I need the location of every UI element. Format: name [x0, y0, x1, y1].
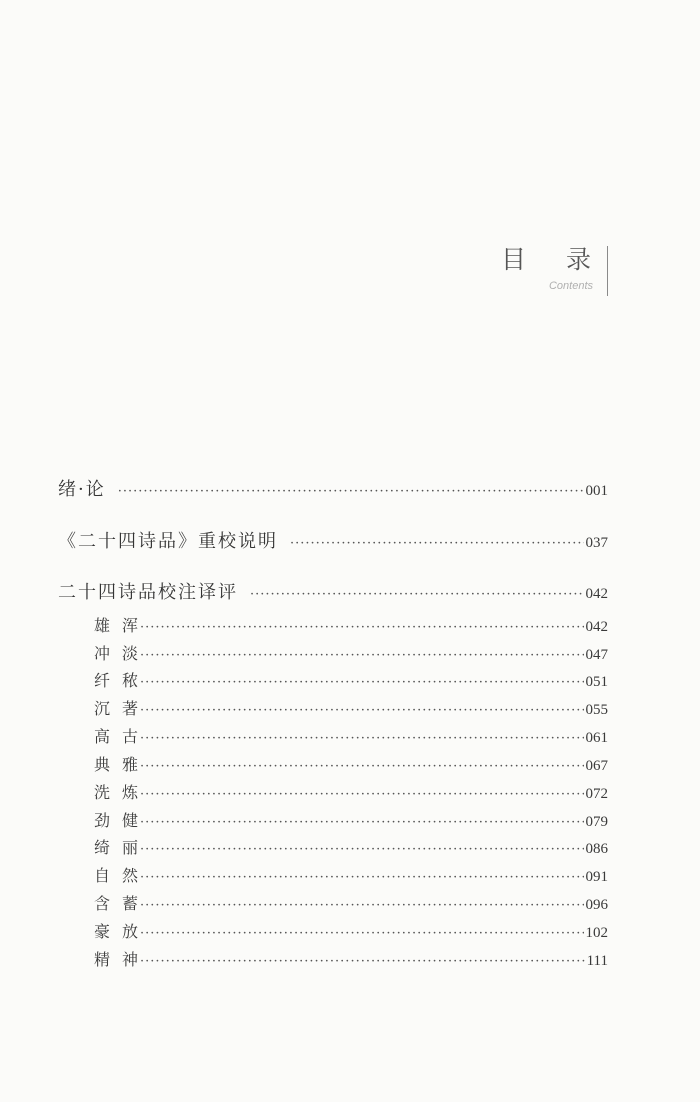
dot-leader [140, 731, 583, 746]
toc-subentry-page: 086 [585, 841, 608, 857]
toc-subentry-page: 079 [585, 814, 608, 830]
dot-leader [140, 648, 583, 663]
contents-header [501, 246, 608, 296]
toc-entry-page: 037 [585, 535, 608, 551]
dot-leader [140, 870, 583, 885]
toc-subentry[interactable] [94, 668, 608, 691]
toc-subentry-page: 042 [585, 619, 608, 635]
toc-subentry[interactable] [94, 947, 608, 970]
toc-subentry-page: 055 [585, 702, 608, 718]
dot-leader [118, 484, 584, 499]
toc-subentry-label: 纤秾 [94, 671, 151, 690]
toc-subentry[interactable] [94, 724, 608, 747]
toc-entry-label: 绪·论 [58, 479, 106, 500]
toc-subentry-page: 061 [585, 730, 608, 746]
dot-leader [140, 703, 583, 718]
dot-leader [140, 759, 583, 774]
dot-leader [290, 536, 584, 551]
toc-subentry-page: 102 [585, 925, 608, 941]
toc-entry-page: 001 [585, 483, 608, 499]
toc-subentry-label: 沉著 [94, 699, 151, 718]
toc-subentry[interactable] [94, 780, 608, 803]
toc-subentry-page: 047 [585, 647, 608, 663]
toc-subentry-label: 雄浑 [94, 616, 151, 635]
toc-subentry[interactable] [94, 808, 608, 831]
dot-leader [140, 898, 583, 913]
toc-subentry[interactable] [94, 752, 608, 775]
toc-subentry-label: 精神 [94, 950, 151, 969]
toc-subentry-label: 冲淡 [94, 644, 151, 663]
toc-entry-label: 二十四诗品校注译评 [58, 582, 238, 603]
toc-subentry-page: 096 [585, 897, 608, 913]
toc-subentry-page: 072 [585, 786, 608, 802]
toc-subentry-label: 自然 [94, 866, 151, 885]
page-subtitle: Contents [548, 280, 593, 292]
toc-subentry-label: 洗炼 [94, 783, 151, 802]
toc-subentry[interactable] [94, 641, 608, 664]
dot-leader [140, 954, 585, 969]
toc-subentry-page: 091 [585, 869, 608, 885]
toc-subentry-label: 含蓄 [94, 894, 151, 913]
toc-entry-label: 《二十四诗品》重校说明 [58, 531, 278, 552]
toc-subentry-page: 111 [586, 953, 608, 969]
toc-subentry-page: 067 [585, 758, 608, 774]
toc-subentry-label: 高古 [94, 727, 151, 746]
toc-subentry-label: 绮丽 [94, 838, 151, 857]
toc-subentry-page: 051 [585, 674, 608, 690]
toc-subentry[interactable] [94, 891, 608, 914]
dot-leader [140, 926, 583, 941]
dot-leader [140, 842, 583, 857]
toc-entry-revision-notes[interactable] [58, 527, 608, 553]
dot-leader [250, 587, 584, 602]
toc-entry-page: 042 [585, 586, 608, 602]
toc-subentry[interactable] [94, 863, 608, 886]
toc-subentry[interactable] [94, 613, 608, 636]
toc-subentry-label: 典雅 [94, 755, 151, 774]
toc-subentry[interactable] [94, 696, 608, 719]
dot-leader [140, 675, 583, 690]
toc-subentry-label: 劲健 [94, 811, 151, 830]
page-title: 目 录 [501, 245, 607, 274]
toc-subentry[interactable] [94, 919, 608, 942]
dot-leader [140, 620, 583, 635]
toc-subentry-label: 豪放 [94, 922, 151, 941]
dot-leader [140, 815, 583, 830]
toc-entry-introduction[interactable] [58, 475, 608, 501]
toc-entry-annotations[interactable] [58, 578, 608, 604]
toc-subentry[interactable] [94, 835, 608, 858]
dot-leader [140, 787, 583, 802]
